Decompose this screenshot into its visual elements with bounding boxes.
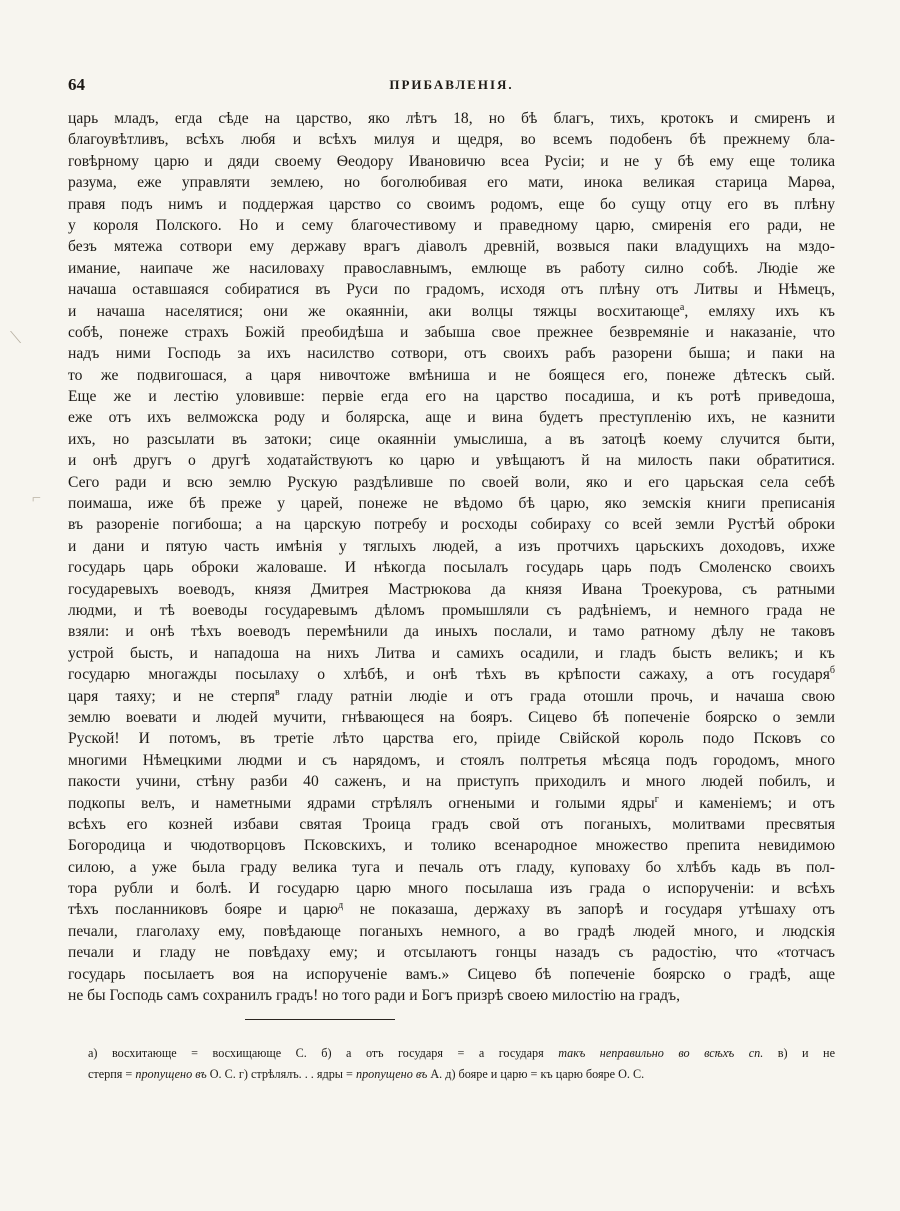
text-line: у короля Полского. Но и сему благочестивому и праведному царю, смиренiя его ради, не (68, 216, 835, 234)
text-line: и начаша населятися; они же окаяннiи, аки волцы тяжцы восхитающе$^a$, емляху ихъ къ (68, 301, 835, 320)
text-line: говѣрному царю и дяди своему Ѳеодору Ивановичю всеа Русiи; и не у бѣ ему еще толика (68, 152, 835, 170)
page-header (68, 75, 835, 99)
text-line: не бы Господь самъ сохранилъ градъ! но того ради и Богъ призрѣ своею милостiю на градъ, (68, 987, 681, 1005)
editorial-note: пропущено въ (355, 1067, 428, 1081)
text-line: благоувѣтливъ, всѣхъ любя и всѣхъ милуя и щедря, во всемъ подобенъ бѣ прежнему бла- (68, 131, 835, 149)
text-line: начаша оставшаяся собиратися въ Руси по градомъ, исходя отъ плѣну отъ Литвы и Нѣмецъ, (68, 281, 835, 299)
footnote-marker: д (338, 900, 344, 912)
text-line: имание, наипаче же насиловаху православнымъ, емлюще въ работу силно собѣ. Людiе же (68, 259, 835, 277)
page-number: 64 (68, 75, 85, 94)
body-text (68, 108, 835, 1006)
footnote-marker: б (829, 664, 835, 676)
footnote-line-1: а) восхитающе = восхищающе С. б) а отъ государя = а государя такъ неправильно во всѣхъ сп. в) и не (88, 1046, 835, 1060)
text-line: тѣхъ посланниковъ бояре и царю$^д$ не показаша, держаху въ запорѣ и государя утѣшаху отъ (68, 900, 835, 919)
footnote-marker: г (654, 793, 659, 805)
text-line: въ разоренiе погибоша; а на царскую потребу и росходы собираху со всей земли Рустѣй оброки (68, 516, 835, 534)
text-line: государь царь оброки жаловаше. И нѣкогда посылалъ государь царь подъ Смоленско своихъ (68, 559, 835, 577)
text-line: царь младъ, егда сѣде на царство, яко лѣтъ 18, но бѣ благъ, тихъ, кротокъ и смиренъ и (68, 110, 835, 127)
text-line: разума, еже управляти землею, но боголюбивая его мати, инока великая старица Марѳа, (68, 174, 835, 192)
text-line: Богородица и чюдотворцовъ Псковскихъ, и толико всенародное множество препита невидимою (68, 837, 835, 855)
text-line: всѣхъ его козней избави святая Троица градъ свой отъ поганыхъ, молитвами пресвятыя (68, 815, 835, 833)
footnote-line-2: стерпя = пропущено въ О. С. г) стрѣлялъ. . . ядры = пропущено въ А. д) бояре и царю = къ царю бояре О. С. (88, 1067, 645, 1081)
text-line: землю воевати и людей мучити, гнѣвающеся на бояръ. Сицево бѣ попеченiе боярско о земли (68, 708, 835, 726)
footnote-marker: в (275, 686, 280, 698)
text-line: ихъ, но разсылати въ затоки; сице окаяннiи умыслиша, а въ затоцѣ коему случится быти, (68, 430, 835, 448)
text-line: печали и гладу не повѣдаху ему; и отсылаютъ гонцы назадъ съ радостiю, что «тотчасъ (68, 944, 835, 962)
text-line: то же подвигошася, а царя нивочтоже вмѣниша и не боящеся его, понеже дѣтескъ сый. (68, 366, 835, 384)
text-line: Еще же и лестiю уловивше: первiе егда его на царство посадиша, и къ ротѣ приведоша, (68, 388, 835, 406)
footnote-divider (245, 1019, 395, 1020)
text-line: и онѣ другъ о другѣ ходатайствуютъ ко царю и увѣщаютъ й на милость паки обратитися. (68, 452, 835, 470)
text-line: тора рубли и болѣ. И государю царю много посылаша изъ града о испорученiи: и всѣхъ (68, 880, 835, 898)
text-line: государевыхъ воеводъ, князя Дмитрея Мастрюкова да князя Ивана Троекурова, съ ратными (68, 580, 835, 598)
editorial-note: пропущено въ (135, 1067, 207, 1081)
text-line: печали, глаголаху ему, повѣдающе поганыхъ немного, а во градѣ людей много, и людскiя (68, 922, 835, 940)
margin-pencil-mark: ⟍ (10, 330, 22, 347)
text-line: взяли: и онѣ тѣхъ воеводъ перемѣнили да иныхъ послали, и тамо ратному дѣлу не таковъ (68, 623, 835, 641)
text-line: Руской! И потомъ, въ третiе лѣто царства его, прiиде Свiйской король подо Псковъ со (68, 730, 835, 748)
text-line: подкопы велъ, и наметными ядрами стрѣлялъ огнеными и голыми ядры$^г$ и каменiемъ; и отъ (68, 793, 836, 812)
margin-pencil-mark: ⌐ (32, 490, 42, 507)
footnotes (88, 1043, 835, 1085)
text-line: пакости учини, стѣну разби 40 саженъ, и на приступъ приходилъ и много людей побилъ, и (68, 773, 835, 791)
text-line: государю многажды посылаху о хлѣбѣ, и онѣ тѣхъ въ крѣпости сажаху, а отъ государя$^б$ (68, 664, 835, 684)
text-line: людми, и тѣ воеводы государевымъ дѣломъ промышляли съ радѣнiемъ, и немного града не (68, 601, 835, 619)
footnote-marker: a (679, 301, 685, 313)
running-head: ПРИБАВЛЕНIЯ. (389, 77, 514, 92)
text-line: многими Нѣмецкими людми и съ нарядомъ, и стоялъ полтретья мѣсяца подъ городомъ, много (68, 751, 835, 769)
text-line: царя таяху; и не стерпя$^в$ гладу ратнiи людiе и отъ града отошли прочь, и начаша свою (68, 686, 836, 705)
text-line: безъ мятежа сотвори ему державу врагъ дiаволъ древнiй, возвыся паки владущихъ на мздо- (68, 238, 835, 256)
text-line: правя подъ нимъ и поддержая царство со своимъ родомъ, еще бо сущу отцу его въ плѣну (68, 195, 835, 213)
text-line: устрой бысть, и нападоша на нихъ Литва и самихъ осадили, и гладъ бысть великъ; и къ (68, 644, 835, 662)
text-line: поимаша, иже бѣ преже у царей, понеже не вѣдомо бѣ царю, яко земскiя книги преписанiя (68, 495, 835, 513)
text-line: государь посылаетъ воя на испорученiе вамъ.» Сицево бѣ попеченiе боярско о градѣ, аще (68, 965, 835, 983)
text-line: еже отъ ихъ велможска роду и болярска, аще и вина будетъ преступленiю ихъ, не казнити (68, 409, 835, 427)
text-line: Сего ради и всю землю Рускую раздѣливше по своей воли, яко и его царьская села себѣ (68, 473, 835, 491)
text-line: надъ ними Господь за ихъ насилство сотвори, отъ своихъ рабъ разорени быша; и паки на (68, 345, 835, 363)
text-line: и дани и пятую часть имѣнiя у тяглыхъ людей, а изъ протчихъ царьскихъ доходовъ, ихже (68, 537, 835, 555)
text-line: силою, а уже была граду велика туга и печаль отъ гладу, куповаху бо хлѣбъ кадь въ пол- (68, 858, 835, 876)
editorial-note: такъ неправильно во всѣхъ сп. (558, 1046, 764, 1060)
text-line: собѣ, понеже страхъ Божiй преобидѣша и забыша свое прежнее безвремянiе и наказанiе, что (68, 323, 835, 341)
